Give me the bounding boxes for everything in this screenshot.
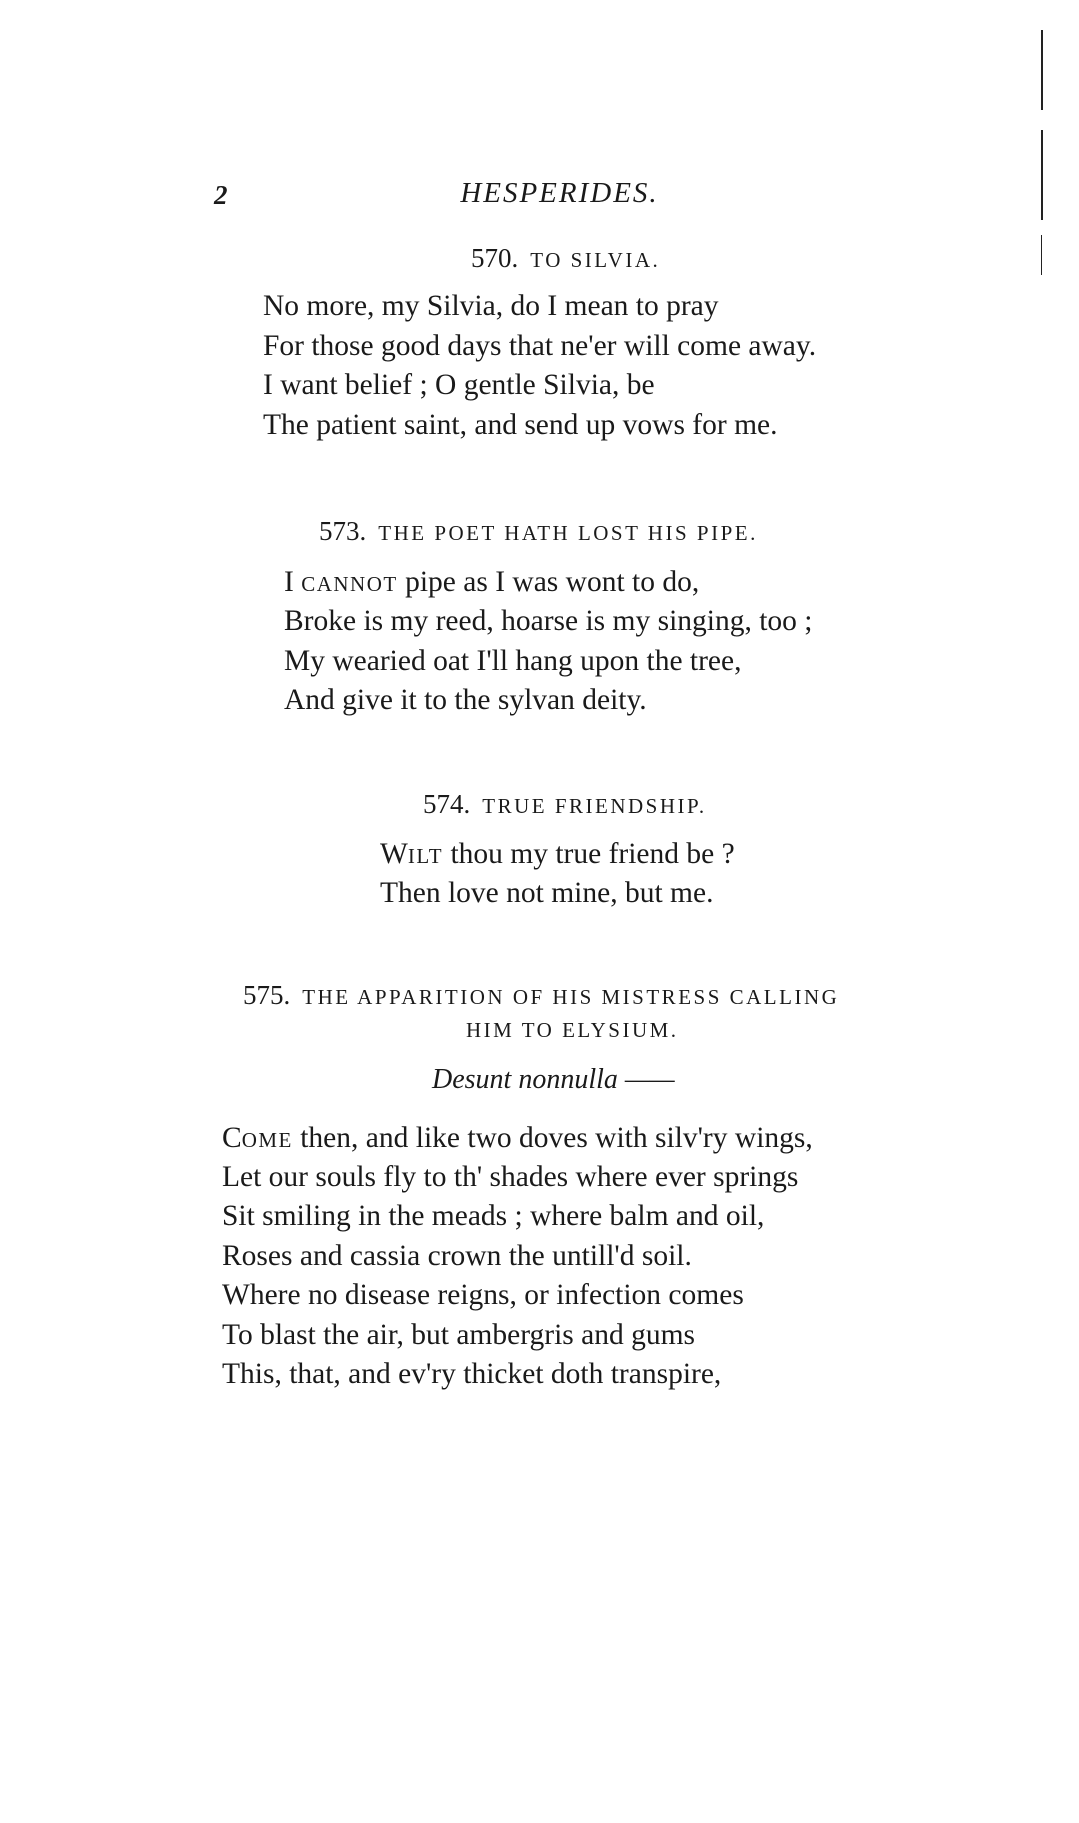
poem-line: Where no disease reigns, or infection comes (222, 1279, 744, 1311)
poem-line: Then love not mine, but me. (380, 877, 714, 909)
poem-number: 573. (319, 516, 367, 546)
poem-title-text: TO SILVIA. (530, 248, 661, 272)
poem-line: The patient saint, and send up vows for me. (263, 409, 778, 441)
running-title: HESPERIDES. (460, 177, 659, 209)
poem-title (319, 516, 758, 547)
poem-line: Sit smiling in the meads ; where balm and oil, (222, 1200, 765, 1232)
scan-edge-line (1041, 235, 1042, 275)
poem-title (243, 980, 839, 1011)
poem-line: I want belief ; O gentle Silvia, be (263, 369, 655, 401)
poem-title-text: THE POET HATH LOST HIS PIPE. (378, 521, 758, 545)
page-number: 2 (214, 180, 228, 210)
poem-number: 570. (471, 243, 519, 273)
poem-title (423, 789, 707, 820)
poem-title-text: THE APPARITION OF HIS MISTRESS CALLING (302, 985, 840, 1009)
poem-line: This, that, and ev'ry thicket doth transpire, (222, 1358, 722, 1390)
poem-line: To blast the air, but ambergris and gums (222, 1319, 696, 1351)
poem-line: Broke is my reed, hoarse is my singing, too ; (284, 605, 813, 637)
poem-title (471, 243, 660, 274)
poem-number: 574. (423, 789, 471, 819)
poem-title-text: TRUE FRIENDSHIP. (482, 794, 707, 818)
poem-line: WILT thou my true friend be ? (380, 838, 735, 870)
poem-number: 575. (243, 980, 291, 1010)
poem-line: No more, my Silvia, do I mean to pray (263, 290, 719, 322)
poem-line: Roses and cassia crown the untill'd soil. (222, 1240, 692, 1272)
scan-edge-line (1041, 30, 1043, 110)
poem-subtitle: Desunt nonnulla —— (432, 1064, 675, 1095)
poem-line: My wearied oat I'll hang upon the tree, (284, 645, 742, 677)
poem-line: COME then, and like two doves with silv'ry wings, (222, 1122, 813, 1154)
poem-title-continued: HIM TO ELYSIUM. (466, 1018, 679, 1042)
poem-line: Let our souls fly to th' shades where ever springs (222, 1161, 799, 1193)
poem-line: I CANNOT pipe as I was wont to do, (284, 566, 700, 598)
poem-line: And give it to the sylvan deity. (284, 684, 647, 716)
poem-line: For those good days that ne'er will come away. (263, 330, 817, 362)
